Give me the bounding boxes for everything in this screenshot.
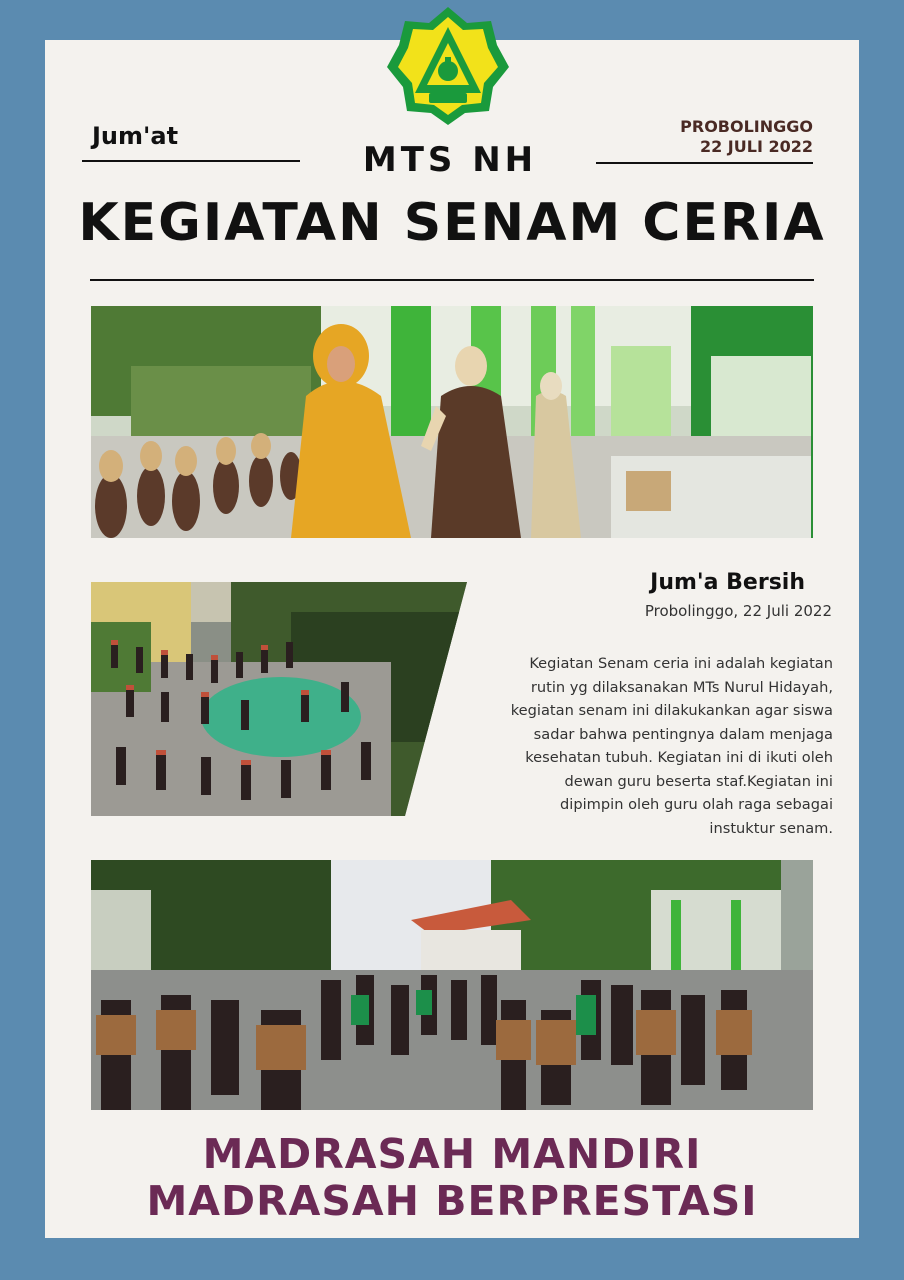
article-line: sadar bahwa pentingnya dalam menjaga: [533, 725, 833, 743]
article-line: kegiatan senam ini dilakukankan agar siswa: [510, 702, 833, 719]
article-line: rutin yg dilaksanakan MTs Nurul Hidayah,: [530, 678, 833, 696]
slogan-line1: MADRASAH MANDIRI: [202, 1130, 702, 1178]
day-label: Jum'at: [92, 122, 179, 150]
article-dateline: Probolinggo, 22 Juli 2022: [644, 602, 832, 620]
article-line: Kegiatan Senam ceria ini adalah kegiatan: [529, 655, 833, 672]
location-label: PROBOLINGGO: [680, 117, 813, 136]
slogan-line2: MADRASAH BERPRESTASI: [146, 1177, 758, 1225]
photo-courtyard-exercise: [91, 582, 467, 816]
article-line: kesehatan tubuh. Kegiatan ini di ikuti oleh: [525, 749, 833, 766]
photo-corridor-exercise: [91, 306, 813, 538]
article-line: dewan guru beserta staf.Kegiatan ini: [564, 772, 833, 790]
school-logo: [385, 5, 511, 125]
article-title: Jum'a Bersih: [650, 570, 805, 595]
headline-rule: [90, 279, 814, 281]
article-line: instuktur senam.: [709, 819, 833, 837]
article-line: dipimpin oleh guru olah raga sebagai: [560, 796, 833, 813]
photo-schoolyard-exercise: [91, 860, 813, 1110]
left-rule: [82, 160, 300, 162]
date-label: 22 JULI 2022: [699, 137, 813, 156]
headline: KEGIATAN SENAM CERIA: [78, 193, 826, 253]
right-rule: [596, 162, 813, 164]
article-body: [470, 652, 833, 840]
school-name: MTS NH: [362, 140, 538, 180]
location-date: [600, 117, 813, 157]
